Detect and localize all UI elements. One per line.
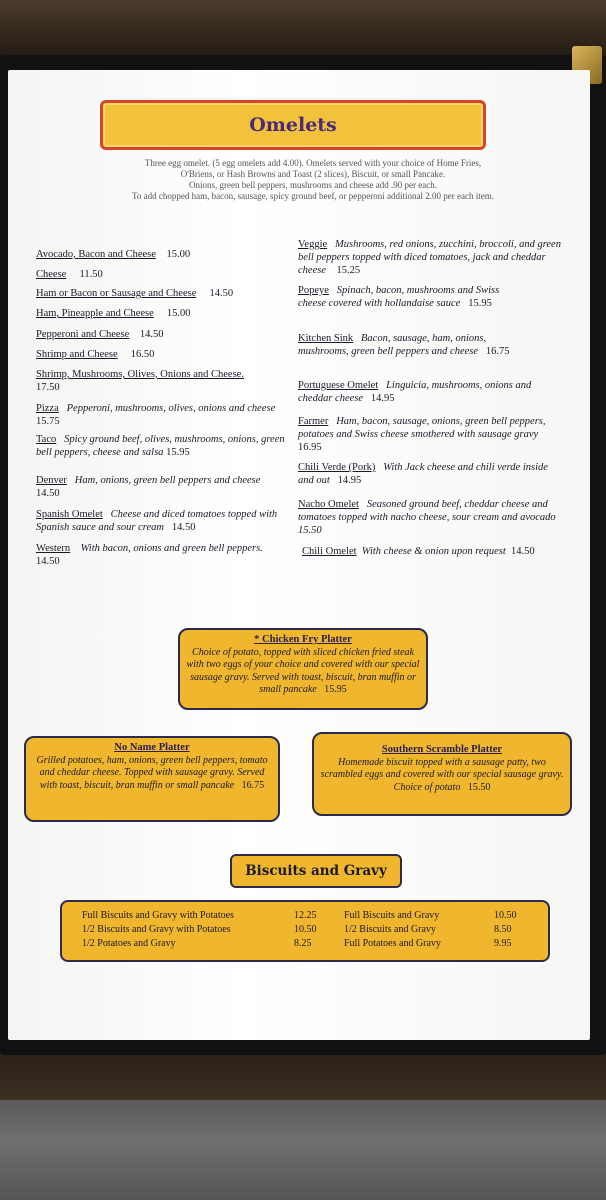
item-desc: Mushrooms, red onions, zucchini, broccoli, and green bell peppers topped with diced tomatoes, jack and cheddar cheese	[298, 239, 561, 276]
menu-item	[36, 248, 286, 261]
item-name: Farmer	[298, 416, 329, 427]
item-price: 16.50	[130, 349, 155, 360]
item-name: Cheese	[36, 269, 67, 280]
item-price: 16.95	[298, 442, 322, 453]
biscuit-item-name: Full Biscuits and Gravy	[344, 910, 440, 921]
menu-item	[298, 379, 548, 405]
item-price: 15.95	[166, 447, 190, 458]
intro-line: O'Briens, or Hash Browns and Toast (2 slices), Biscuit, or small Pancake.	[180, 169, 446, 179]
menu-item	[36, 287, 296, 300]
menu-item	[298, 415, 548, 454]
item-price: 15.75	[36, 416, 60, 427]
item-desc: With bacon, onions and green bell peppers.	[80, 543, 263, 554]
item-name: Western	[36, 543, 71, 554]
menu-item	[36, 368, 286, 394]
menu-item	[298, 284, 528, 310]
platter-title: * Chicken Fry Platter	[254, 634, 352, 645]
item-name: Popeye	[298, 285, 329, 296]
biscuits-right-names	[344, 909, 494, 951]
menu-item	[36, 402, 286, 428]
item-desc: Spicy ground beef, olives, mushrooms, onions, green bell peppers, cheese and salsa	[36, 434, 285, 458]
platter-price: 16.75	[241, 779, 265, 791]
menu-page	[8, 70, 590, 1040]
item-name: Pizza	[36, 403, 59, 414]
biscuits-left-names	[82, 909, 292, 951]
item-price: 14.50	[139, 329, 164, 340]
menu-item	[302, 545, 584, 558]
platter-desc: Grilled potatoes, ham, onions, green bell peppers, tomato and cheddar cheese. Topped with sausage gravy. Served with toast, biscuit, bran muffin or small pancake	[36, 754, 268, 791]
biscuit-item-name: 1/2 Biscuits and Gravy	[344, 924, 436, 935]
intro-line: To add chopped ham, bacon, sausage, spicy ground beef, or pepperoni additional 2.00 per each item.	[131, 191, 494, 201]
item-name: Kitchen Sink	[298, 333, 354, 344]
item-price: 14.95	[337, 475, 362, 486]
item-price: 11.50	[79, 269, 103, 280]
menu-item	[36, 474, 286, 500]
item-price: 15.00	[166, 249, 191, 260]
platter-price: 15.95	[324, 684, 347, 695]
item-name: Chili Omelet	[302, 546, 357, 557]
biscuit-item-price: 9.95	[494, 938, 512, 949]
item-price: 14.50	[171, 522, 196, 533]
platter-price: 15.50	[467, 781, 491, 793]
menu-item	[298, 238, 576, 277]
biscuit-item-price: 12.25	[294, 910, 317, 921]
southern-scramble-platter	[312, 732, 572, 816]
item-name: Ham or Bacon or Sausage and Cheese	[36, 288, 197, 299]
platter-title: Southern Scramble Platter	[381, 744, 503, 755]
menu-item	[36, 542, 271, 568]
biscuit-item-name: Full Biscuits and Gravy with Potatoes	[82, 910, 234, 921]
item-name: Veggie	[298, 239, 328, 250]
biscuit-item-price: 8.50	[494, 924, 512, 935]
menu-item	[36, 328, 286, 341]
item-desc: Spinach, bacon, mushrooms and Swiss cheese covered with hollandaise sauce	[298, 285, 500, 309]
biscuit-item-price: 10.50	[294, 924, 317, 935]
biscuits-right-prices	[494, 909, 534, 951]
omelets-intro	[48, 158, 578, 202]
item-price: 15.95	[468, 298, 492, 309]
item-name: Spanish Omelet	[36, 509, 103, 520]
item-price: 14.95	[370, 393, 395, 404]
item-desc: Pepperoni, mushrooms, olives, onions and cheese	[66, 403, 276, 414]
item-price: 16.75	[485, 346, 510, 357]
platter-desc: Homemade biscuit topped with a sausage patty, two scrambled eggs and covered with our special sausage gravy. Choice of potato	[320, 756, 564, 793]
item-desc: With cheese & onion upon request	[361, 546, 506, 557]
item-price: 15.25	[336, 265, 361, 276]
item-desc: Seasoned ground beef, cheddar cheese and tomatoes topped with nacho cheese, sour cream and avocado	[298, 499, 556, 523]
menu-item	[298, 498, 576, 537]
item-name: Shrimp, Mushrooms, Olives, Onions and Cheese.	[36, 369, 244, 380]
biscuits-box	[60, 900, 550, 962]
item-price: 15.50	[298, 525, 322, 536]
menu-item	[298, 332, 538, 358]
menu-item	[36, 508, 286, 534]
item-name: Nacho Omelet	[298, 499, 359, 510]
item-name: Avocado, Bacon and Cheese	[36, 249, 156, 260]
biscuit-item-price: 8.25	[294, 938, 312, 949]
omelets-title-box	[100, 100, 486, 150]
menu-item	[298, 461, 548, 487]
item-desc: With Jack cheese and chili verde inside and out	[298, 462, 548, 486]
item-price: 15.00	[166, 308, 191, 319]
biscuits-title: Biscuits and Gravy	[245, 863, 387, 879]
item-price: 14.50	[36, 556, 60, 567]
item-name: Ham, Pineapple and Cheese	[36, 308, 154, 319]
omelets-title: Omelets	[249, 114, 337, 136]
item-desc: Cheese and diced tomatoes topped with Spanish sauce and sour cream	[36, 509, 278, 533]
item-desc: Ham, bacon, sausage, onions, green bell peppers, potatoes and Swiss cheese smothered with sausage gravy	[298, 416, 546, 440]
biscuit-item-name: 1/2 Biscuits and Gravy with Potatoes	[82, 924, 231, 935]
item-name: Taco	[36, 434, 57, 445]
no-name-platter	[24, 736, 280, 822]
menu-item	[36, 348, 286, 361]
biscuit-item-price: 10.50	[494, 910, 517, 921]
item-name: Portuguese Omelet	[298, 380, 379, 391]
platter-desc: Choice of potato, topped with sliced chicken fried steak with two eggs of your choice and covered with our special sausage gravy. Served with toast, biscuit, bran muffin or small pancake	[186, 646, 420, 695]
item-price: 14.50	[209, 288, 234, 299]
menu-item	[36, 433, 286, 459]
item-desc: Linguicia, mushrooms, onions and cheddar cheese	[298, 380, 532, 404]
item-name: Chili Verde (Pork)	[298, 462, 376, 473]
item-price: 14.50	[511, 546, 535, 557]
item-price: 14.50	[36, 488, 60, 499]
biscuit-item-name: 1/2 Potatoes and Gravy	[82, 938, 176, 949]
menu-item	[36, 268, 286, 281]
intro-line: Three egg omelet. (5 egg omelets add 4.00). Omelets served with your choice of Home Fries,	[144, 158, 482, 168]
item-desc: Bacon, sausage, ham, onions, mushrooms, green bell peppers and cheese	[298, 333, 487, 357]
chicken-fry-platter	[178, 628, 428, 710]
menu-item	[36, 307, 286, 320]
biscuits-title-box	[230, 854, 402, 888]
item-desc: Ham, onions, green bell peppers and cheese	[74, 475, 261, 486]
item-name: Pepperoni and Cheese	[36, 329, 130, 340]
fabric-background	[0, 1100, 606, 1200]
intro-line: Onions, green bell peppers, mushrooms and cheese add .90 per each.	[189, 180, 437, 190]
biscuit-item-name: Full Potatoes and Gravy	[344, 938, 441, 949]
item-name: Shrimp and Cheese	[36, 349, 118, 360]
biscuits-left-prices	[294, 909, 334, 951]
item-price: 17.50	[36, 382, 60, 393]
platter-title: No Name Platter	[114, 742, 190, 753]
item-name: Denver	[36, 475, 67, 486]
